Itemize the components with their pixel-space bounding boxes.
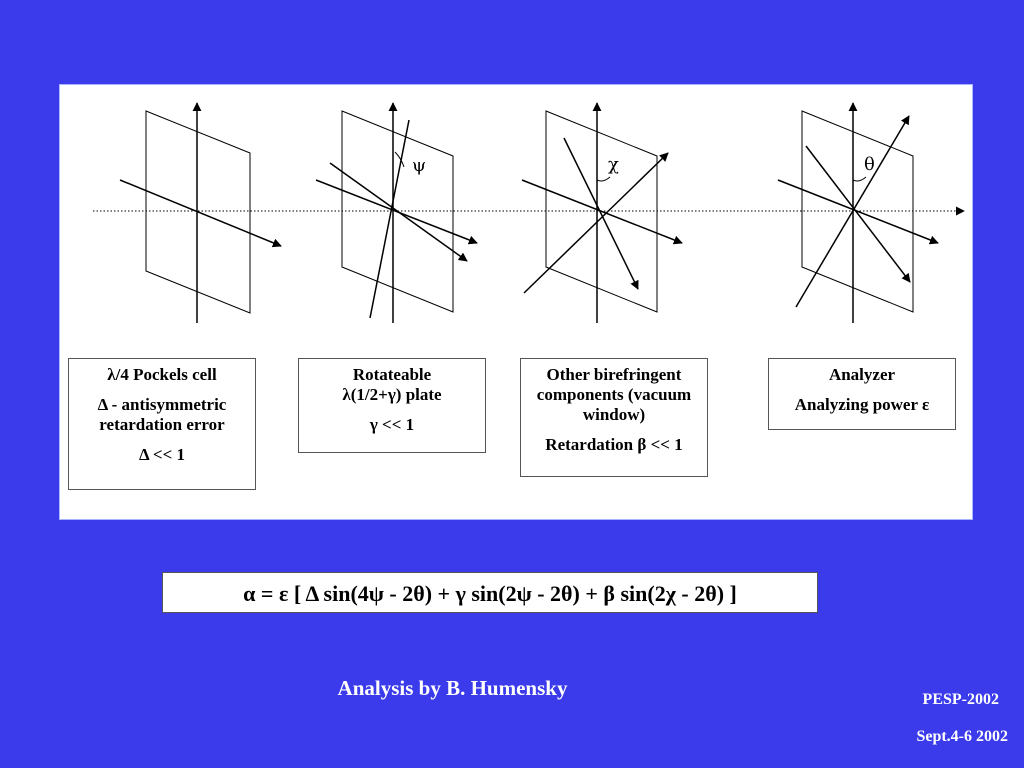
plate-title: Rotateable <box>352 365 432 384</box>
plate-description: λ(1/2+γ) plate <box>342 385 442 404</box>
analyzer-axis-2 <box>806 146 910 282</box>
pockels-description: Δ - antisymmetric retardation error <box>97 395 227 434</box>
window-axis-2 <box>564 138 638 289</box>
rotatable-plate-box <box>298 358 486 453</box>
plate-condition: γ << 1 <box>369 415 415 434</box>
analyzer-box <box>768 358 956 430</box>
credit-text: Analysis by B. Humensky <box>337 676 568 700</box>
birefringent-condition: Retardation β << 1 <box>545 435 683 454</box>
chi-angle-arc <box>597 177 610 181</box>
pockels-cell-box <box>68 358 256 490</box>
rotatable-plate-element <box>316 103 477 323</box>
conference-date: Sept.4-6 2002 <box>916 728 1008 745</box>
theta-angle-arc <box>853 177 866 181</box>
birefringent-element <box>522 103 682 323</box>
pockels-cell-element <box>120 103 281 323</box>
chi-label: χ <box>608 154 619 175</box>
birefringent-title: Other birefringent components (vacuum window) <box>536 365 692 424</box>
plate-tilted-axis <box>370 120 409 318</box>
pockels-title: λ/4 Pockels cell <box>107 365 217 384</box>
plate-rotated-axis <box>330 163 467 261</box>
pockels-condition: Δ << 1 <box>138 445 186 464</box>
birefringent-box <box>520 358 708 477</box>
psi-label: ψ <box>412 155 427 176</box>
analyzer-element <box>778 103 938 323</box>
pockels-fast-axis <box>120 180 281 246</box>
conference-name: PESP-2002 <box>922 691 999 708</box>
asymmetry-formula: α = ε [ Δ sin(4ψ - 2θ) + γ sin(2ψ - 2θ) + β sin(2χ - 2θ) ] <box>162 572 818 613</box>
theta-label: θ <box>864 154 875 175</box>
analyzer-description: Analyzing power ε <box>794 395 930 414</box>
analyzer-title: Analyzer <box>828 365 896 384</box>
